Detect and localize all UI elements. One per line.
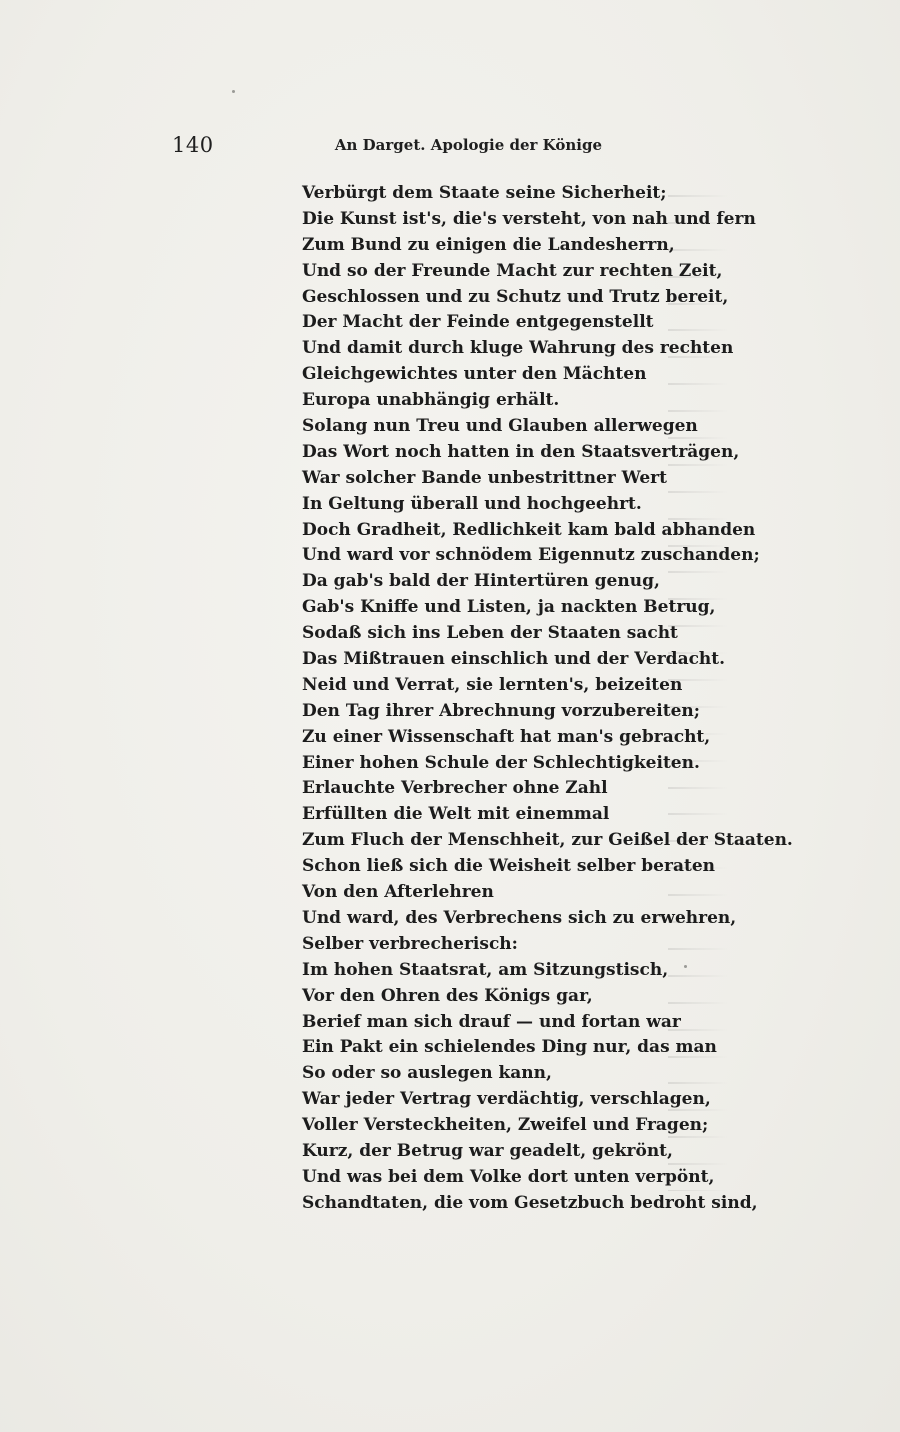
poem-line: Und ward vor schnödem Eigennutz zuschanden;	[302, 545, 760, 566]
poem-line: Der Macht der Feinde entgegenstellt	[302, 312, 654, 333]
poem-text	[302, 181, 862, 1217]
poem-line: Vor den Ohren des Königs gar,	[302, 985, 593, 1006]
poem-line: Das Mißtrauen einschlich und der Verdacht.	[302, 649, 726, 670]
poem-line: Und ward, des Verbrechens sich zu erwehren,	[302, 907, 737, 928]
poem-line: Erlauchte Verbrecher ohne Zahl	[302, 778, 608, 799]
poem-line: Einer hohen Schule der Schlechtigkeiten.	[302, 752, 700, 773]
poem-line: Sodaß sich ins Leben der Staaten sacht	[302, 623, 678, 644]
poem-line: In Geltung überall und hochgeehrt.	[302, 493, 642, 514]
poem-line: Die Kunst ist's, die's versteht, von nah und fern	[302, 208, 756, 229]
poem-line: Ein Pakt ein schielendes Ding nur, das man	[302, 1037, 717, 1058]
poem-line: Den Tag ihrer Abrechnung vorzubereiten;	[302, 700, 701, 721]
running-head: An Darget. Apologie der Könige	[334, 136, 602, 154]
poem-line: Zum Fluch der Menschheit, zur Geißel der Staaten.	[302, 830, 793, 851]
poem-line: Kurz, der Betrug war geadelt, gekrönt,	[302, 1140, 673, 1161]
poem-line: Voller Versteckheiten, Zweifel und Fragen;	[302, 1115, 709, 1136]
poem-line: Von den Afterlehren	[302, 882, 494, 903]
poem-line: Neid und Verrat, sie lernten's, beizeiten	[302, 674, 683, 695]
poem-line: Berief man sich drauf — und fortan war	[302, 1011, 681, 1032]
poem-line: Zu einer Wissenschaft hat man's gebracht,	[302, 726, 711, 747]
poem-line: War jeder Vertrag verdächtig, verschlagen,	[302, 1089, 711, 1110]
paper-speck	[232, 90, 235, 93]
poem-line: Europa unabhängig erhält.	[302, 390, 560, 411]
poem-line: Selber verbrecherisch:	[302, 933, 518, 954]
poem-line: Da gab's bald der Hintertüren genug,	[302, 571, 660, 592]
poem-line: Doch Gradheit, Redlichkeit kam bald abhanden	[302, 519, 756, 540]
poem-line: So oder so auslegen kann,	[302, 1063, 552, 1084]
poem-line: Verbürgt dem Staate seine Sicherheit;	[302, 183, 667, 203]
poem-line: Das Wort noch hatten in den Staatsverträgen,	[302, 441, 740, 462]
poem-line: Und was bei dem Volke dort unten verpönt,	[302, 1166, 715, 1187]
poem-line: Zum Bund zu einigen die Landesherrn,	[302, 234, 675, 255]
poem-line: Schon ließ sich die Weisheit selber beraten	[302, 856, 715, 877]
poem-line: Gleichgewichtes unter den Mächten	[302, 364, 647, 385]
poem-line: Solang nun Treu und Glauben allerwegen	[302, 416, 698, 437]
poem-line: Schandtaten, die vom Gesetzbuch bedroht sind,	[302, 1192, 758, 1213]
page-number: 140	[172, 133, 214, 157]
page-header	[172, 133, 602, 163]
poem-line: Erfüllten die Welt mit einemmal	[302, 804, 610, 825]
poem-line: Und so der Freunde Macht zur rechten Zeit,	[302, 260, 723, 281]
poem-line: Und damit durch kluge Wahrung des rechten	[302, 338, 734, 359]
poem-line: Im hohen Staatsrat, am Sitzungstisch,	[302, 959, 669, 980]
poem-line: War solcher Bande unbestrittner Wert	[302, 467, 667, 488]
poem-line: Gab's Kniffe und Listen, ja nackten Betrug,	[302, 597, 716, 618]
poem-line: Geschlossen und zu Schutz und Trutz bereit,	[302, 286, 729, 307]
